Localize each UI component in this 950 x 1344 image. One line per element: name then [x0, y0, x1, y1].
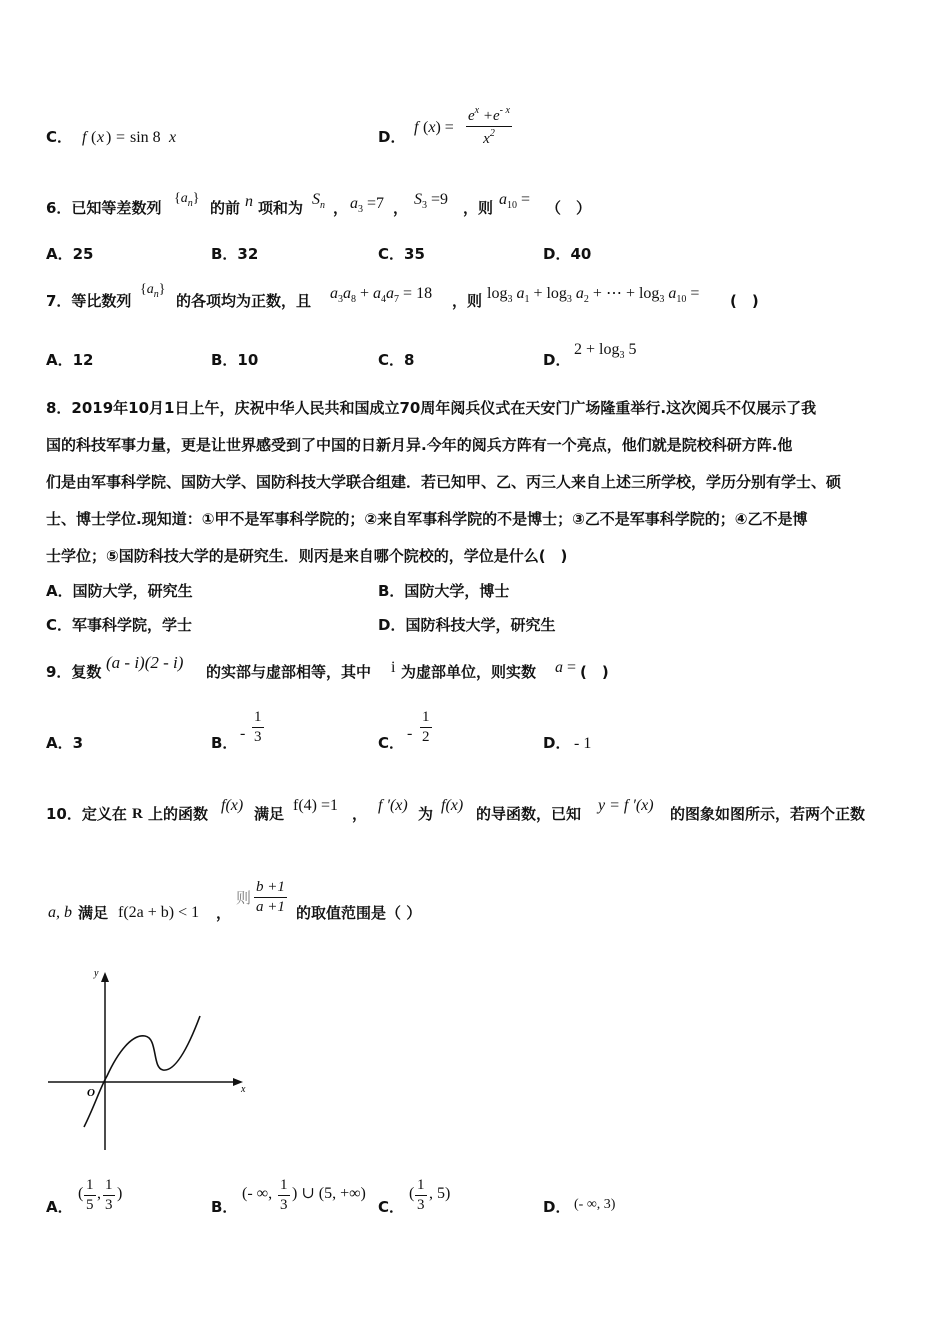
q10-text-4: 为	[418, 805, 434, 823]
q10-comma: ，	[352, 805, 368, 823]
q7-option-c: C．8	[378, 351, 415, 369]
q7-text-1: 7．等比数列	[46, 292, 132, 310]
q7-paren: ( )	[730, 292, 759, 310]
q5-option-c-paren-open: (	[91, 129, 97, 146]
q9-option-d-val: - 1	[574, 735, 592, 752]
q9-option-c-frac: $\frac{1}{2}$	[422, 709, 430, 745]
q7-option-d: D．	[543, 351, 571, 369]
q8-options-2	[0, 609, 950, 649]
q6-a3: $a_3 =7$	[350, 195, 385, 215]
q9-text-3: 为虚部单位，则实数	[401, 663, 537, 681]
q7-condition: $a_3a_8 + a_4a_7 = 18$	[330, 285, 433, 305]
graph-origin-label: O	[87, 1087, 95, 1099]
q10-options	[0, 1178, 950, 1228]
q5-option-c-rhs: sin 8	[130, 129, 161, 146]
q9-paren: ( )	[580, 663, 609, 681]
q9-expr: (a - i)(2 - i)	[106, 653, 184, 672]
q8-line-3: 们是由军事科学院、国防大学、国防科技大学联合组建．若已知甲、乙、丙三人来自上述三所学校，学历分别有学士、硕	[46, 473, 842, 491]
q7-seq: $\{a_n\}$	[140, 282, 166, 300]
q10-text-8: 的取值范围是（ ）	[296, 904, 422, 922]
q5-option-c-x: x	[97, 129, 105, 146]
q6-options	[0, 240, 950, 280]
q5-option-c-f: f	[82, 129, 87, 146]
q6-option-b: B．32	[211, 245, 259, 263]
q9-stem	[0, 652, 950, 692]
q5-option-c-eq: =	[116, 129, 126, 146]
q5-option-c-label: C．	[46, 128, 73, 146]
q9-option-c-sign: -	[407, 725, 413, 742]
q9-option-d: D．	[543, 734, 571, 752]
q10-option-a-frac-1: $\frac{1}{5}$	[86, 1177, 94, 1213]
q10-ab: a, b	[48, 904, 72, 921]
q10-option-c-right: , 5)	[429, 1185, 451, 1202]
q10-stem-2	[0, 880, 950, 930]
q6-option-a: A．25	[46, 245, 94, 263]
q6-Sn: $S_n$	[312, 191, 325, 211]
q10-ze: 则	[236, 891, 252, 907]
q10-option-a: A．	[46, 1198, 73, 1216]
q5-option-d-x: x	[428, 119, 436, 136]
q7-option-d-expr: $2 + \log_3 5$	[574, 341, 637, 361]
q10-y-eq: y = f ′(x)	[598, 797, 654, 814]
q6-stem	[0, 190, 950, 230]
q7-option-a: A．12	[46, 351, 94, 369]
q7-log-sum: $\log_3 a_1 + \log_3 a_2$ + ⋯ + $\log_3 a_{10}$ =	[487, 285, 700, 305]
q5-option-d-fraction	[466, 106, 512, 147]
q8-line-2: 国的科技军事力量，更是让世界感受到了中国的日新月异.今年的阅兵方阵有一个亮点，他们就是院校科研方阵.他	[46, 436, 793, 454]
q8-line-5: 士学位；⑤国防科技大学的是研究生．则丙是来自哪个院校的，学位是什么( )	[46, 547, 568, 565]
q5-option-d-f: f	[414, 119, 419, 136]
q10-ineq: f(2a + b) < 1	[118, 904, 200, 921]
q7-text-3: ，则	[452, 292, 483, 310]
q6-text-3: 项和为	[258, 199, 304, 217]
q9-option-b-sign: -	[240, 725, 246, 742]
q5-option-d-label: D．	[378, 128, 406, 146]
q8-option-c: C．军事科学院，学士	[46, 616, 193, 634]
q6-n: n	[245, 193, 253, 210]
q9-option-b: B．	[211, 734, 238, 752]
q10-option-c: C．	[378, 1198, 405, 1216]
q9-option-b-frac: $\frac{1}{3}$	[254, 709, 262, 745]
q6-a10: $a_{10}$ =	[499, 191, 531, 211]
q9-text-1: 9．复数	[46, 663, 102, 681]
q10-text-5: 的导函数，已知	[476, 805, 582, 823]
q10-text-7: 满足	[78, 904, 109, 922]
q10-option-c-frac: $\frac{1}{3}$	[417, 1177, 425, 1213]
q10-option-c-open: (	[409, 1185, 415, 1202]
q10-option-a-comma: ,	[97, 1185, 101, 1202]
q9-option-c: C．	[378, 734, 405, 752]
q10-text-1: 10．定义在	[46, 805, 127, 823]
q9-option-a: A．3	[46, 734, 84, 752]
graph-y-label: y	[94, 968, 99, 979]
q9-text-2: 的实部与虚部相等，其中	[206, 663, 372, 681]
q10-option-d: D．	[543, 1198, 571, 1216]
q6-seq: $\{a_n\}$	[174, 191, 200, 209]
q8-option-b: B．国防大学，博士	[378, 582, 510, 600]
q10-option-b-frac: $\frac{1}{3}$	[280, 1177, 288, 1213]
graph-curve	[84, 1016, 200, 1127]
q6-comma-2: ，	[393, 199, 409, 217]
q7-text-2: 的各项均为正数，且	[176, 292, 312, 310]
q7-option-b: B．10	[211, 351, 259, 369]
q5-option-d-lhs-paren: (x) =	[423, 119, 454, 136]
derivative-graph	[40, 960, 255, 1160]
q5-options-row	[0, 105, 950, 158]
q8-stem	[46, 390, 908, 575]
q10-option-a-frac-2: $\frac{1}{3}$	[105, 1177, 113, 1213]
q5-option-d-numerator: $e^x +e^{- x}$	[466, 106, 512, 127]
q5-option-d-denominator: $x^2$	[483, 128, 495, 147]
q10-option-a-close: )	[117, 1185, 123, 1202]
q10-text-3: 满足	[254, 805, 285, 823]
q6-paren: （ ）	[546, 199, 592, 217]
q6-text-1: 6．已知等差数列	[46, 199, 162, 217]
q10-text-6: 的图象如图所示，若两个正数	[670, 805, 866, 823]
q8-line-4: 士、博士学位.现知道：①甲不是军事科学院的；②来自军事科学院的不是博士；③乙不是军事科学院的；④乙不是博	[46, 510, 808, 528]
q6-option-c: C．35	[378, 245, 425, 263]
q6-text-2: 的前	[210, 199, 241, 217]
q10-option-d-val: (- ∞, 3)	[574, 1197, 616, 1212]
q8-option-a: A．国防大学，研究生	[46, 582, 193, 600]
q10-fx2: f(x)	[441, 797, 464, 814]
q10-option-b-right: ) ∪ (5, +∞)	[292, 1185, 366, 1202]
q6-option-d: D．40	[543, 245, 592, 263]
q6-S3: $S_3 =9$	[414, 191, 449, 211]
q7-options	[0, 340, 950, 380]
q10-comma-2: ，	[216, 904, 232, 922]
q10-option-a-open: (	[78, 1185, 84, 1202]
q9-i: i	[391, 659, 396, 676]
q5-option-c-var: x	[169, 129, 177, 146]
q10-option-b-left: (- ∞,	[242, 1185, 273, 1202]
q8-line-1: 8．2019年10月1日上午，庆祝中华人民共和国成立70周年阅兵仪式在天安门广场隆重举行.这次阅兵不仅展示了我	[46, 399, 817, 417]
q10-f4: f(4) =1	[293, 797, 339, 814]
q9-a-eq: a =	[555, 659, 577, 676]
q9-options	[0, 710, 950, 760]
q5-option-c-paren-close: )	[106, 129, 112, 146]
q10-stem-1	[0, 795, 950, 835]
q10-option-b: B．	[211, 1198, 238, 1216]
graph-x-label: x	[241, 1084, 246, 1095]
q10-fx: f(x)	[221, 797, 244, 814]
q6-comma-1: ，	[333, 199, 349, 217]
q7-stem	[0, 283, 950, 323]
q10-fpx: f ′(x)	[378, 797, 408, 814]
q6-text-4: ，则	[463, 199, 494, 217]
q10-fraction: $\frac{b +1}{a +1}$	[256, 879, 285, 915]
q8-option-d: D．国防科技大学，研究生	[378, 616, 556, 634]
q10-text-2: 上的函数	[148, 805, 209, 823]
graph-y-arrow	[101, 972, 109, 982]
q10-R: R	[132, 806, 143, 822]
